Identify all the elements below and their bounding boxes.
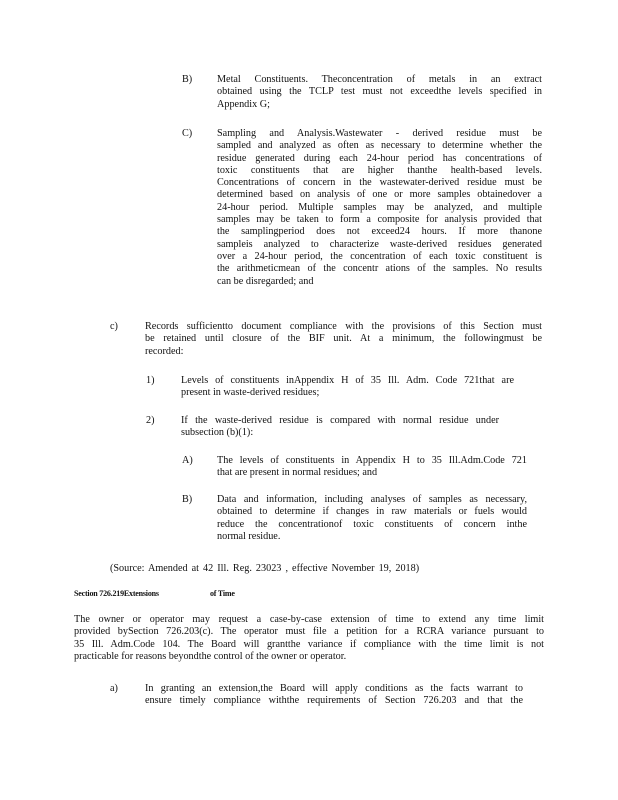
text-line: that are present in normal residues; and (217, 467, 378, 479)
text-line: sampled and analyzed as often as necessary to determine whether the (217, 140, 542, 152)
item-label-a: A) (182, 455, 193, 466)
text-line: recorded: (145, 345, 184, 357)
text-line: residue generated during each 24-hour period has concentrations of (217, 152, 542, 164)
text-line: Concentrations of concern in the wastewater-derived residue must be (217, 177, 542, 189)
text-line: If the waste-derived residue is compared with normal residue under (181, 415, 499, 426)
data-information-item (217, 494, 527, 543)
comparison-item (181, 415, 499, 440)
item-label-2: 2) (146, 415, 155, 426)
text-line: Records sufficientto document compliance with the provisions of this Section must (145, 321, 542, 332)
text-line: obtained using the TCLP test must not exceedthe levels specified in (217, 86, 542, 98)
text-line: Sampling and Analysis.Wastewater - derived residue must be (217, 128, 542, 139)
text-line: samples may be taken to form a composite for analysis provided that (217, 214, 542, 226)
normal-residue-levels-item (217, 455, 527, 480)
constituent-levels-item (181, 375, 514, 400)
extension-intro-paragraph (74, 614, 544, 663)
text-line: subsection (b)(1): (181, 427, 254, 439)
text-line: ensure timely compliance withthe requirements of Section 726.203 and that the (145, 695, 523, 707)
text-line: toxic constituents that are higher thanthe health-based levels. (217, 164, 542, 176)
text-line: the samplingperiod does not exceed24 hours. If more thanone (217, 226, 542, 238)
sampling-analysis-paragraph (217, 128, 542, 288)
text-line: Appendix G; (217, 98, 270, 110)
metal-constituents-paragraph (217, 74, 542, 111)
text-line: Levels of constituents inAppendix H of 35 Ill. Adm. Code 721that are (181, 375, 514, 386)
text-line: reduce the concentrationof toxic constituents of concern inthe (217, 518, 527, 530)
item-label-1: 1) (146, 375, 155, 386)
text-line: over a 24-hour period, the concentration of each toxic constituent is (217, 250, 542, 262)
text-line: be retained until closure of the BIF unit. At a minimum, the followingmust be (145, 333, 542, 345)
text-line: obtained to determine if changes in raw materials or fuels would (217, 506, 527, 518)
text-line: 35 Ill. Adm.Code 104. The Board will grantthe variance if compliance with the time limit is not (74, 638, 544, 650)
text-line: can be disregarded; and (217, 275, 314, 287)
source-note: (Source: Amended at 42 Ill. Reg. 23023 , effective November 19, 2018) (110, 563, 420, 574)
paragraph-label-a: a) (110, 683, 118, 694)
text-line: 24-hour period. Multiple samples may be analyzed, and multiple (217, 201, 542, 213)
item-label-b: B) (182, 494, 193, 505)
text-line: practicable for reasons beyondthe control of the owner or operator. (74, 650, 347, 662)
text-line: Metal Constituents. Theconcentration of metals in an extract (217, 74, 542, 85)
section-title: of Time (210, 589, 235, 598)
text-line: normal residue. (217, 530, 281, 542)
text-line: determined based on analysis of one or more samples obtainedover a (217, 189, 542, 201)
text-line: The levels of constituents in Appendix H to 35 Ill.Adm.Code 721 (217, 455, 527, 466)
text-line: Data and information, including analyses of samples as necessary, (217, 494, 527, 505)
paragraph-label-c: c) (110, 321, 118, 332)
text-line: In granting an extension,the Board will apply conditions as the facts warrant to (145, 683, 523, 694)
text-line: provided bySection 726.203(c). The operator must file a petition for a RCRA variance pursuant to (74, 626, 544, 638)
item-label-b: B) (182, 74, 193, 85)
records-paragraph (145, 321, 542, 358)
text-line: sampleis analyzed to characterize waste-derived residues generated (217, 238, 542, 250)
text-line: the arithmeticmean of the concentr ations of the samples. No results (217, 263, 542, 275)
section-number: Section 726.219Extensions (74, 589, 159, 598)
granting-extension-paragraph (145, 683, 523, 708)
text-line: The owner or operator may request a case-by-case extension of time to extend any time limit (74, 614, 544, 625)
text-line: present in waste-derived residues; (181, 387, 320, 399)
item-label-c: C) (182, 128, 193, 139)
